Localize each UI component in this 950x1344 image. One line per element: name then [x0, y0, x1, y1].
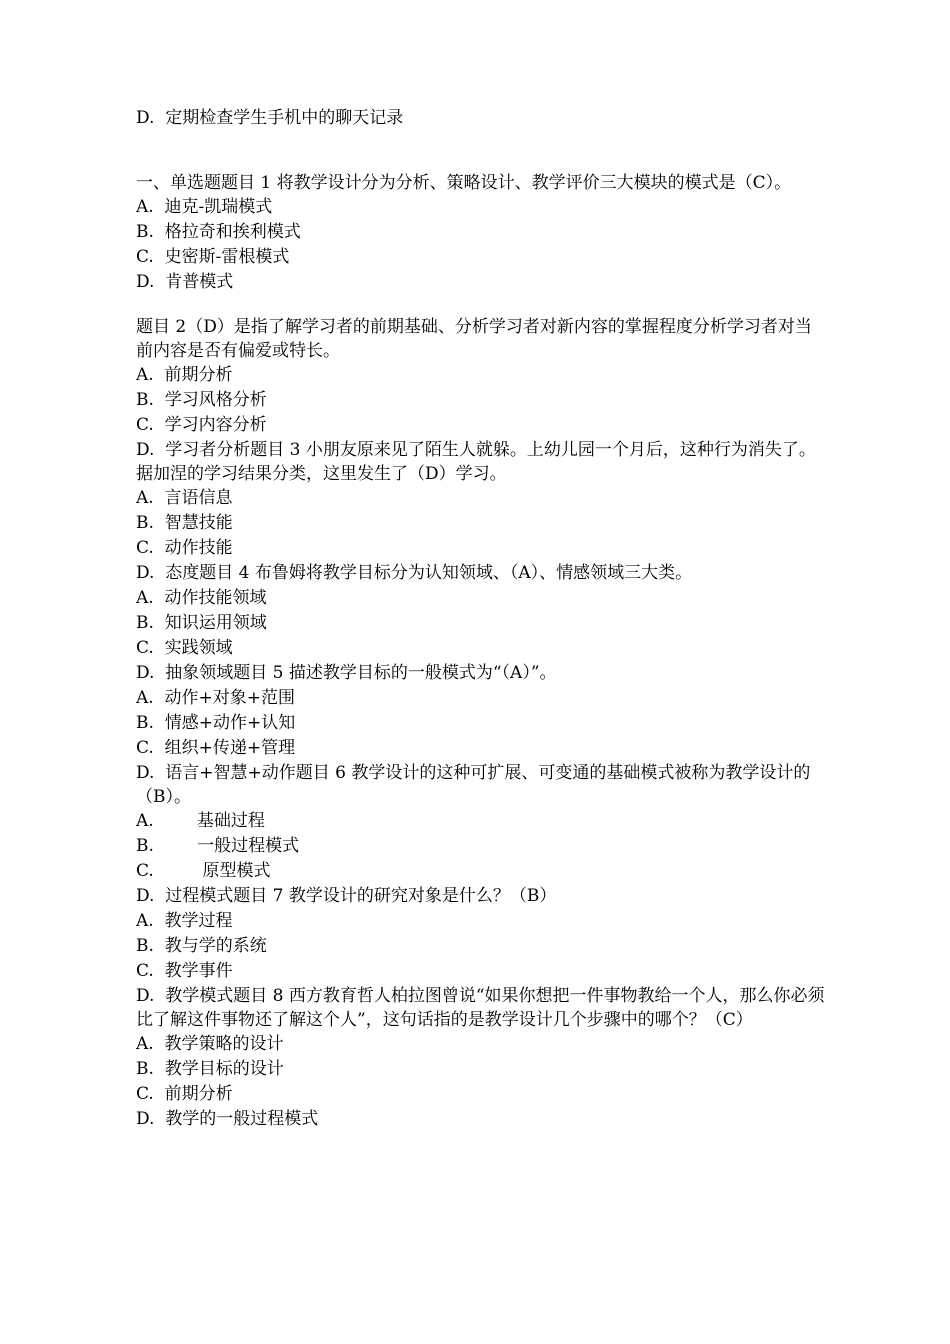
- q3-option-d-q4-text: D. 态度题目 4 布鲁姆将教学目标分为认知领域、（A）、情感领域三大类。: [136, 563, 693, 583]
- q8-option-b: B. 教学目标的设计: [136, 1059, 284, 1079]
- q2-option-d-q3-text: D. 学习者分析题目 3 小朋友原来见了陌生人就躲。上幼儿园一个月后，这种行为消失了。据加涅的学习结果分类，这里发生了（D）学习。: [136, 440, 816, 484]
- q3-option-b: B. 智慧技能: [136, 513, 233, 533]
- q7-option-d-q8-text: D. 教学模式题目 8 西方教育哲人柏拉图曾说“如果你想把一件事物教给一个人，那么你必须比了解这件事物还了解这个人”，这句话指的是教学设计几个步骤中的哪个？（C）: [136, 986, 825, 1030]
- q5-option-a: A. 动作+对象+范围: [136, 688, 295, 708]
- q6-option-b: B. 一般过程模式: [136, 836, 300, 856]
- q8-option-a: A. 教学策略的设计: [136, 1034, 284, 1054]
- q7-option-a: A. 教学过程: [136, 911, 233, 931]
- q1-option-d: D. 肯普模式: [136, 272, 234, 292]
- q8-option-d: D. 教学的一般过程模式: [136, 1109, 319, 1129]
- document-page: [136, 106, 826, 1132]
- q1-option-b: B. 格拉奇和挨利模式: [136, 222, 301, 242]
- q6-option-c: C. 原型模式: [136, 861, 271, 881]
- q1-option-a: A. 迪克-凯瑞模式: [136, 197, 273, 217]
- q7-option-c: C. 教学事件: [136, 961, 233, 981]
- q4-option-b: B. 知识运用领域: [136, 613, 267, 633]
- q5-option-d-q6-text: D. 语言+智慧+动作题目 6 教学设计的这种可扩展、可变通的基础模式被称为教学设计的（B）。: [136, 763, 811, 807]
- q4-option-a: A. 动作技能领域: [136, 588, 267, 608]
- q6-option-a: A. 基础过程: [136, 811, 265, 831]
- q8-option-c: C. 前期分析: [136, 1084, 233, 1104]
- q4-option-d-q5-text: D. 抽象领域题目 5 描述教学目标的一般模式为“（A）”。: [136, 663, 557, 683]
- q3-option-c: C. 动作技能: [136, 538, 233, 558]
- q2-option-a: A. 前期分析: [136, 365, 233, 385]
- q3-option-a: A. 言语信息: [136, 488, 233, 508]
- q2-option-c: C. 学习内容分析: [136, 415, 267, 435]
- q5-option-b: B. 情感+动作+认知: [136, 713, 296, 733]
- question-1-text: 一、单选题题目 1 将教学设计分为分析、策略设计、教学评价三大模块的模式是（C）。: [136, 173, 792, 193]
- q4-option-c: C. 实践领域: [136, 638, 233, 658]
- q5-option-c: C. 组织+传递+管理: [136, 738, 296, 758]
- question-2-text: 题目 2（D）是指了解学习者的前期基础、分析学习者对新内容的掌握程度分析学习者对当前内容是否有偏爱或特长。: [136, 317, 812, 361]
- option-d-line: D. 定期检查学生手机中的聊天记录: [136, 108, 404, 128]
- q6-option-d-q7-text: D. 过程模式题目 7 教学设计的研究对象是什么？（B）: [136, 886, 557, 906]
- q7-option-b: B. 教与学的系统: [136, 936, 267, 956]
- q1-option-c: C. 史密斯-雷根模式: [136, 247, 290, 267]
- q2-option-b: B. 学习风格分析: [136, 390, 267, 410]
